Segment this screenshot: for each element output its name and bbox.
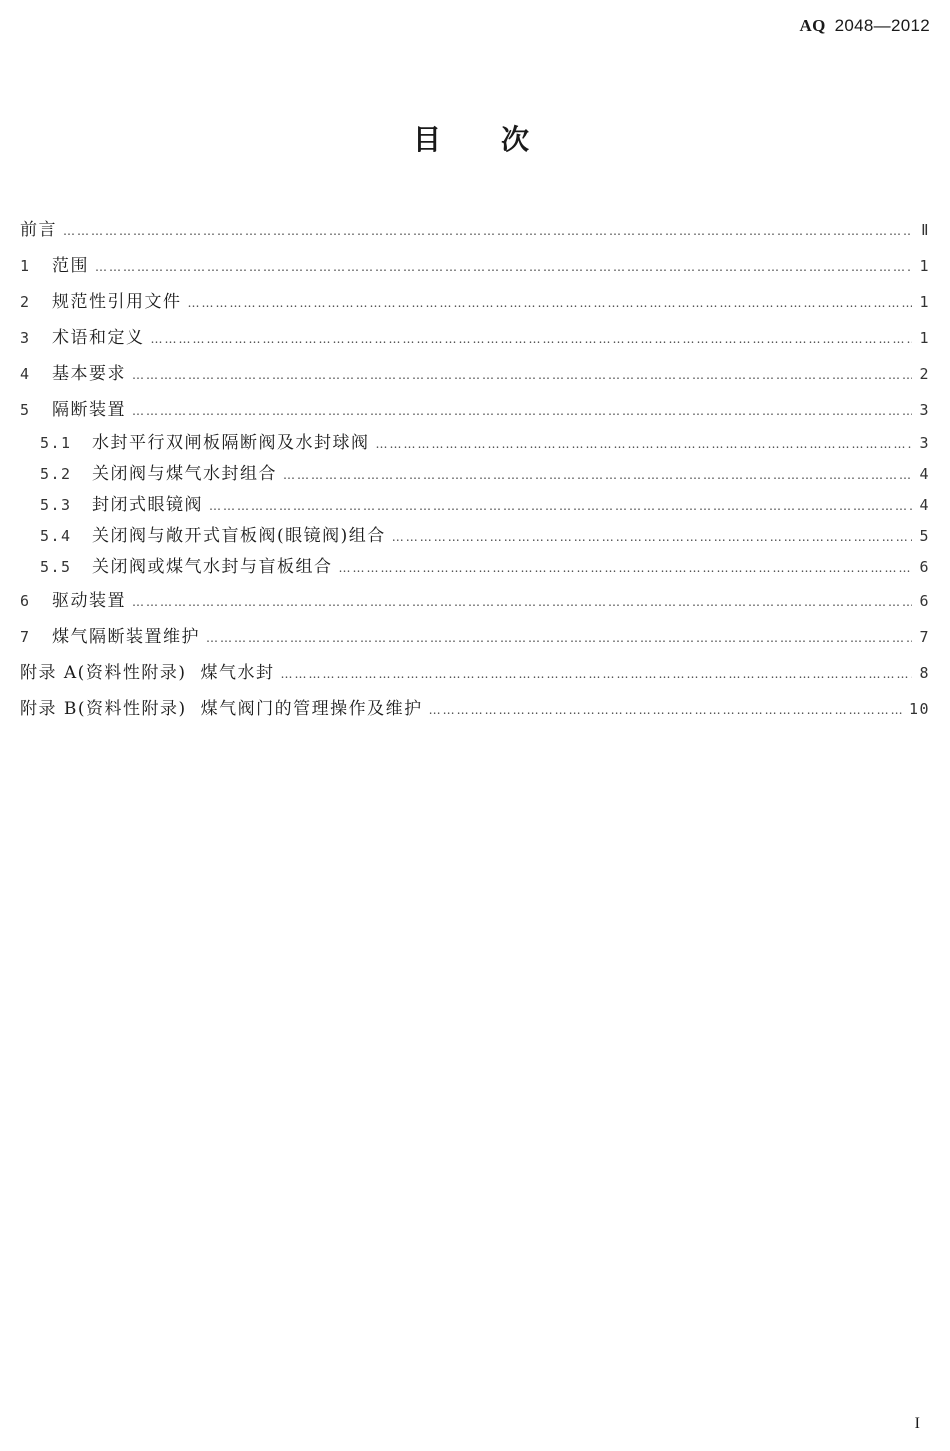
dot-leader (132, 584, 912, 620)
annex-designation: 附录 A(资料性附录) (20, 663, 187, 683)
toc-entry-page: 1 (919, 329, 930, 347)
toc-entry-number: 1 (20, 257, 31, 275)
dot-leader (392, 522, 912, 553)
toc-entry-page: 3 (919, 401, 930, 419)
toc-entry-label: 封闭式眼镜阀 (92, 495, 203, 515)
toc-entry-page: 5 (919, 527, 930, 545)
toc-entry-foreword[interactable] (20, 212, 930, 248)
toc-entry-page: 3 (919, 434, 930, 452)
toc-entry-5[interactable] (20, 392, 930, 428)
toc-entry-page: 8 (919, 664, 930, 682)
annex-designation: 附录 B(资料性附录) (20, 699, 187, 719)
standard-code (800, 16, 930, 36)
dot-leader (283, 460, 912, 491)
toc-entry-5-2[interactable] (20, 459, 930, 490)
toc-entry-label: 水封平行双闸板隔断阀及水封球阀 (92, 433, 370, 453)
toc-entry-label: 基本要求 (52, 364, 126, 384)
dot-leader (429, 692, 903, 728)
toc-entry-label (20, 691, 423, 727)
toc-entry-number: 5.3 (40, 496, 72, 514)
dot-leader (132, 357, 912, 393)
page-number: I (914, 1415, 920, 1432)
toc-entry-label: 关闭阀与煤气水封组合 (92, 464, 277, 484)
dot-leader (151, 321, 913, 357)
toc-entry-page: 4 (919, 496, 930, 514)
toc-entry-label: 术语和定义 (52, 328, 145, 348)
dot-leader (132, 393, 912, 429)
toc-entry-label (20, 655, 274, 691)
toc-entry-number: 5.2 (40, 465, 72, 483)
page-title: 目次 (412, 123, 589, 156)
toc-entry-5-3[interactable] (20, 490, 930, 521)
toc-entry-label: 规范性引用文件 (52, 292, 182, 312)
standard-agency: AQ (799, 16, 826, 35)
dot-leader (188, 285, 913, 321)
toc-entry-page: 4 (919, 465, 930, 483)
toc-entry-label: 煤气隔断装置维护 (52, 627, 200, 647)
annex-title: 煤气阀门的管理操作及维护 (200, 699, 423, 719)
toc-entry-6[interactable] (20, 583, 930, 619)
toc-entry-number: 4 (20, 365, 31, 383)
toc-entry-annex-b[interactable] (20, 691, 930, 727)
toc-entry-label: 关闭阀或煤气水封与盲板组合 (92, 557, 333, 577)
annex-title: 煤气水封 (200, 663, 275, 683)
toc-entry-number: 3 (20, 329, 31, 347)
dot-leader (206, 620, 912, 656)
toc-entry-page: 1 (919, 257, 930, 275)
toc-entry-page: 2 (919, 365, 930, 383)
toc-entry-label: 前言 (20, 220, 57, 240)
toc-entry-page: 7 (919, 628, 930, 646)
toc-entry-number: 5.4 (40, 527, 72, 545)
toc-entry-label: 驱动装置 (52, 591, 126, 611)
toc-entry-page: 10 (908, 700, 930, 718)
toc-entry-5-1[interactable] (20, 428, 930, 459)
toc-entry-page: 6 (919, 592, 930, 610)
toc-entry-page: 1 (919, 293, 930, 311)
dot-leader (63, 213, 912, 249)
toc-entry-1[interactable] (20, 248, 930, 284)
toc-entry-4[interactable] (20, 356, 930, 392)
toc-entry-7[interactable] (20, 619, 930, 655)
toc-entry-annex-a[interactable] (20, 655, 930, 691)
standard-number: 2048—2012 (834, 16, 930, 35)
toc-entry-number: 5.5 (40, 558, 72, 576)
toc-entry-number: 2 (20, 293, 31, 311)
toc-entry-2[interactable] (20, 284, 930, 320)
table-of-contents (20, 212, 930, 727)
toc-entry-page: 6 (919, 558, 930, 576)
toc-entry-page: Ⅱ (921, 221, 930, 239)
toc-entry-5-5[interactable] (20, 552, 930, 583)
toc-entry-number: 6 (20, 592, 31, 610)
toc-entry-label: 范围 (52, 256, 89, 276)
toc-entry-3[interactable] (20, 320, 930, 356)
dot-leader (339, 553, 913, 584)
toc-entry-label: 关闭阀与敞开式盲板阀(眼镜阀)组合 (92, 526, 386, 546)
toc-entry-5-4[interactable] (20, 521, 930, 552)
dot-leader (209, 491, 912, 522)
dot-leader (95, 249, 912, 285)
dot-leader (376, 429, 913, 460)
toc-entry-number: 5.1 (40, 434, 72, 452)
toc-entry-label: 隔断装置 (52, 400, 126, 420)
dot-leader (280, 656, 912, 692)
toc-entry-number: 5 (20, 401, 31, 419)
toc-entry-number: 7 (20, 628, 31, 646)
